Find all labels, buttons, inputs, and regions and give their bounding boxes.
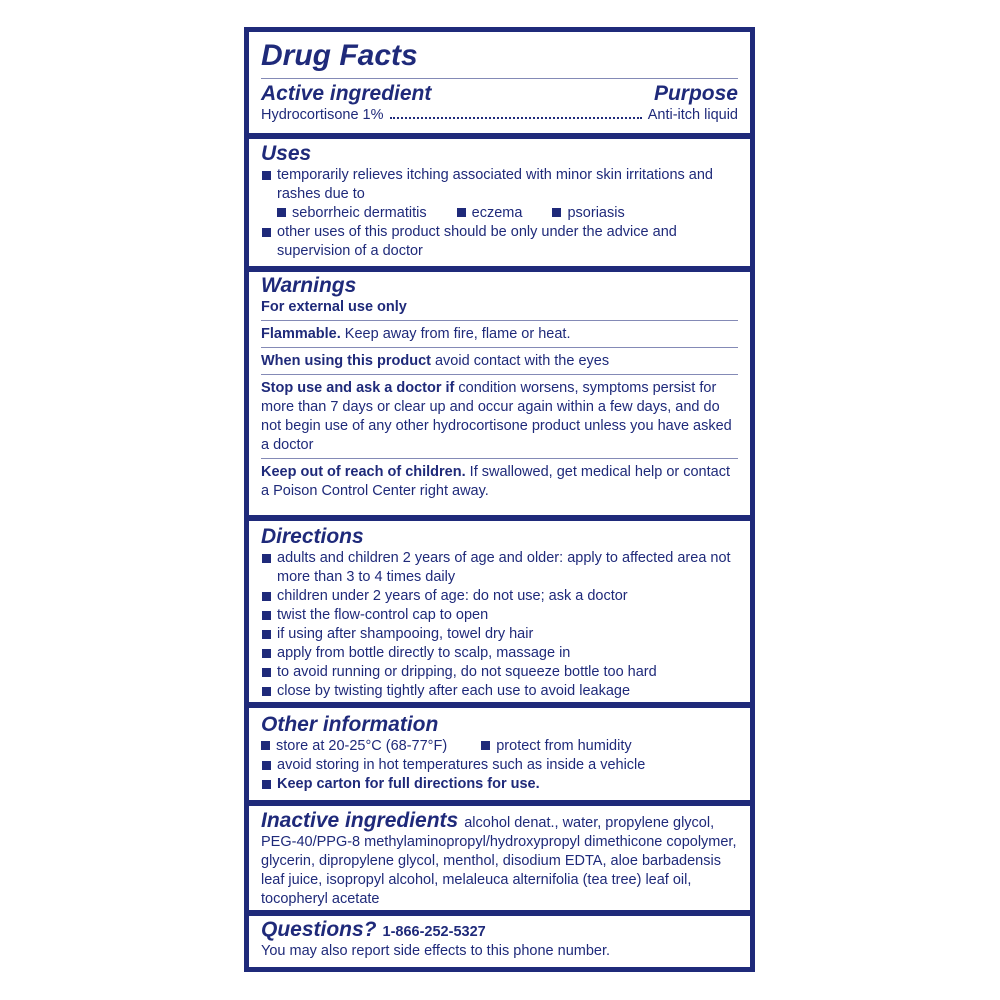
when-using-text: avoid contact with the eyes xyxy=(430,353,610,369)
inactive-text: alcohol denat., water, propylene glycol, PEG-40/PPG-8 methylaminopropyl/hydroxypropyl dimethicone copolymer, glycerin, dipropylene glycol, menthol, disodium EDTA, aloe barbadensis leaf juice, isopropyl alcohol, melaleuca alternifolia (tea tree) leaf oil, tocopheryl acetate xyxy=(261,815,737,907)
uses-condition-1: seborrheic dermatitis xyxy=(292,205,427,221)
leader-dots xyxy=(390,117,642,119)
active-ingredient-heading: Active ingredient xyxy=(261,82,432,105)
bullet-icon xyxy=(552,208,561,217)
uses-heading: Uses xyxy=(261,142,312,165)
warnings-divider xyxy=(261,458,738,459)
flammable-warning xyxy=(261,325,738,344)
humidity-note: protect from humidity xyxy=(496,738,632,754)
other-info-item-3: Keep carton for full directions for use. xyxy=(261,775,738,794)
directions-section xyxy=(249,525,750,701)
inactive-paragraph xyxy=(261,809,738,909)
flammable-label: Flammable. xyxy=(261,326,341,342)
section-divider-3 xyxy=(249,515,750,521)
stop-use-text: condition worsens, symptoms persist for more than 7 days or clear up and occur again within a few days, and do not begin use of any other hydrocortisone product unless you have asked a doctor xyxy=(261,380,732,453)
active-ingredient-purpose: Anti-itch liquid xyxy=(647,107,738,123)
uses-item-2: other uses of this product should be only under the advice and supervision of a doctor xyxy=(261,223,738,261)
active-ingredient-name: Hydrocortisone 1% xyxy=(261,107,384,123)
keep-out-text: If swallowed, get medical help or contact a Poison Control Center right away. xyxy=(261,464,730,499)
questions-phone: 1-866-252-5327 xyxy=(382,924,486,940)
when-using-label: When using this product xyxy=(261,353,431,369)
directions-item-4: if using after shampooing, towel dry hair xyxy=(261,625,738,644)
questions-heading: Questions? xyxy=(261,918,377,941)
bullet-icon xyxy=(261,741,270,750)
directions-item-7: close by twisting tightly after each use to avoid leakage xyxy=(261,682,738,701)
warnings-divider xyxy=(261,347,738,348)
section-divider-6 xyxy=(249,910,750,916)
directions-item-5: apply from bottle directly to scalp, massage in xyxy=(261,644,738,663)
inactive-section xyxy=(249,809,750,909)
directions-item-1: adults and children 2 years of age and older: apply to affected area not more than 3 to 4 times daily xyxy=(261,549,738,587)
directions-item-3: twist the flow-control cap to open xyxy=(261,606,738,625)
uses-condition-3: psoriasis xyxy=(567,205,625,221)
other-info-item-2: avoid storing in hot temperatures such as inside a vehicle xyxy=(261,756,738,775)
bullet-icon xyxy=(481,741,490,750)
section-divider-5 xyxy=(249,800,750,806)
questions-section xyxy=(249,918,750,961)
title-divider xyxy=(261,78,738,79)
when-using-warning xyxy=(261,352,738,371)
questions-line xyxy=(261,918,738,942)
directions-item-2: children under 2 years of age: do not use; ask a doctor xyxy=(261,587,738,606)
storage-temp: store at 20-25°C (68-77°F) xyxy=(276,738,448,754)
directions-item-6: to avoid running or dripping, do not squeeze bottle too hard xyxy=(261,663,738,682)
other-info-section xyxy=(249,713,750,794)
active-ingredient-row xyxy=(261,106,738,125)
warnings-divider xyxy=(261,320,738,321)
other-info-row-1 xyxy=(261,737,738,756)
purpose-heading: Purpose xyxy=(653,82,738,105)
uses-condition-2: eczema xyxy=(471,205,523,221)
warnings-heading: Warnings xyxy=(261,274,357,297)
other-info-heading: Other information xyxy=(261,713,439,736)
warnings-section xyxy=(249,274,750,501)
questions-text: You may also report side effects to this phone number. xyxy=(261,943,611,959)
drug-facts-title: Drug Facts xyxy=(261,39,418,72)
section-divider-4 xyxy=(249,702,750,708)
inactive-heading: Inactive ingredients xyxy=(261,809,459,832)
keep-out-label: Keep out of reach of children. xyxy=(261,464,466,480)
flammable-text: Keep away from fire, flame or heat. xyxy=(340,326,571,342)
keep-out-warning xyxy=(261,463,738,501)
bullet-icon xyxy=(277,208,286,217)
uses-conditions-row xyxy=(261,204,738,223)
stop-use-label: Stop use and ask a doctor if xyxy=(261,380,455,396)
warnings-divider xyxy=(261,374,738,375)
drug-facts-panel xyxy=(244,27,755,972)
uses-section xyxy=(249,142,750,261)
stop-use-warning xyxy=(261,379,738,455)
active-heading-row xyxy=(261,82,738,106)
directions-heading: Directions xyxy=(261,525,364,548)
bullet-icon xyxy=(457,208,466,217)
section-divider-2 xyxy=(249,266,750,272)
uses-item-1: temporarily relieves itching associated with minor skin irritations and rashes due to xyxy=(261,166,738,204)
external-use-warning: For external use only xyxy=(261,299,407,315)
section-divider-1 xyxy=(249,133,750,139)
header-section xyxy=(249,38,750,125)
